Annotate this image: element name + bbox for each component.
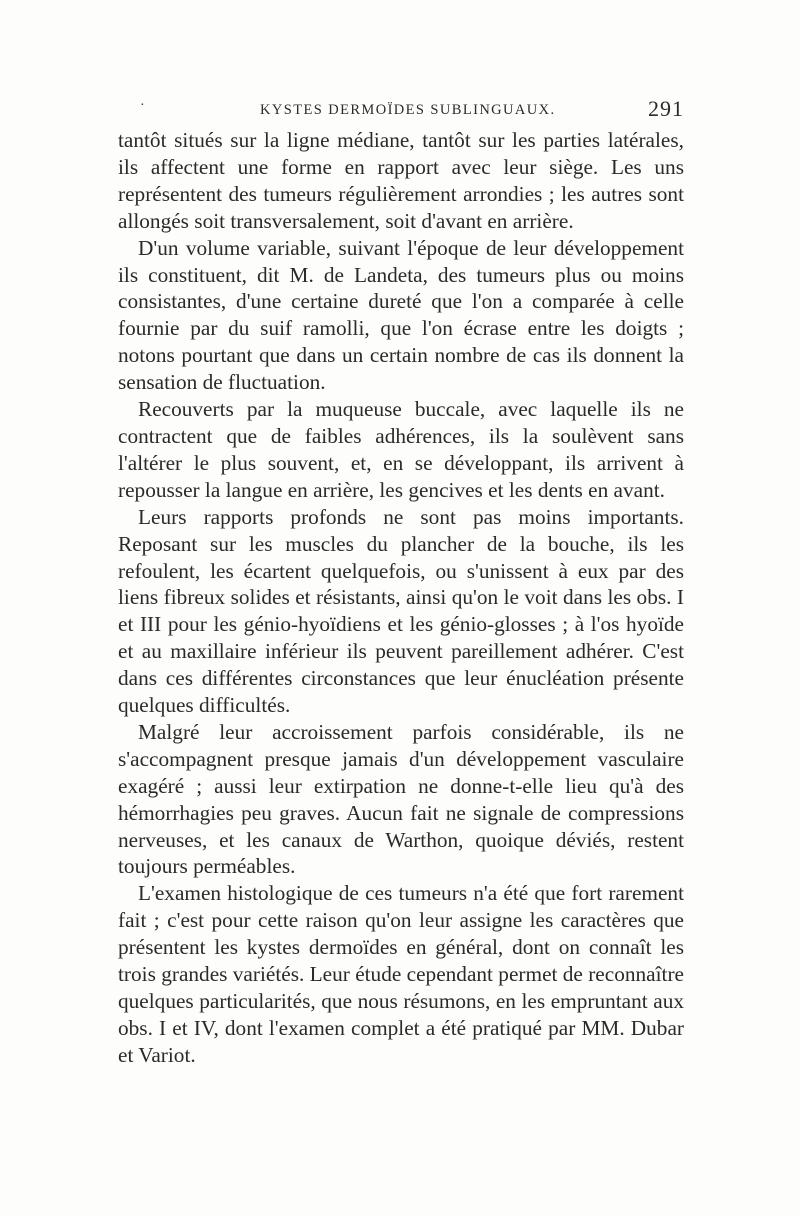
paragraph: Malgré leur accroissement parfois considérable, ils ne s'accompagnent presque jamais d'un développement vasculaire exagéré ; aussi leur extirpation ne donne-t-elle lieu qu'à des hémorrhagies peu graves. Aucun fait ne signale de compressions nerveuses, et les canaux de Warthon, quoique déviés, restent toujours perméables. — [118, 719, 684, 879]
paragraph: Leurs rapports profonds ne sont pas moins importants. Reposant sur les muscles du plancher de la bouche, ils les refoulent, les écartent quelquefois, ou s'unissent à eux par des liens fibreux solides et résistants, ainsi qu'on le voit dans les obs. I et III pour les génio-hyoïdiens et les génio-glosses ; à l'os hyoïde et au maxillaire inférieur ils peuvent pareillement adhérer. C'est dans ces différentes circonstances que leur énucléation présente quelques difficultés. — [118, 504, 684, 718]
running-title: KYSTES DERMOÏDES SUBLINGUAUX. — [260, 102, 556, 118]
paragraph: D'un volume variable, suivant l'époque de leur développement ils constituent, dit M. de Landeta, des tumeurs plus ou moins consistantes, d'une certaine dureté que l'on a comparée à celle fournie par du suif ramolli, que l'on écrase entre les doigts ; notons pourtant que dans un certain nombre de cas ils donnent la sensation de fluctuation. — [118, 235, 684, 395]
paragraph: Recouverts par la muqueuse buccale, avec laquelle ils ne contractent que de faibles adhérences, ils la soulèvent sans l'altérer le plus souvent, et, en se développant, ils arrivent à repousser la langue en arrière, les gencives et les dents en avant. — [118, 397, 684, 502]
paragraph: tantôt situés sur la ligne médiane, tantôt sur les parties latérales, ils affectent une forme en rapport avec leur siège. Les uns représentent des tumeurs régulièrement arrondies ; les autres sont allongés soit transversalement, soit d'avant en arrière. — [118, 128, 684, 233]
body-text — [118, 127, 684, 1069]
page-header — [118, 96, 688, 124]
header-marker: · — [140, 98, 145, 113]
page-number: 291 — [648, 96, 684, 121]
paragraph: L'examen histologique de ces tumeurs n'a été que fort rarement fait ; c'est pour cette raison qu'on leur assigne les caractères que présentent les kystes dermoïdes en général, dont on connaît les trois grandes variétés. Leur étude cependant permet de reconnaître quelques particularités, que nous résumons, en les empruntant aux obs. I et IV, dont l'examen complet a été pratiqué par MM. Dubar et Variot. — [118, 881, 684, 1067]
